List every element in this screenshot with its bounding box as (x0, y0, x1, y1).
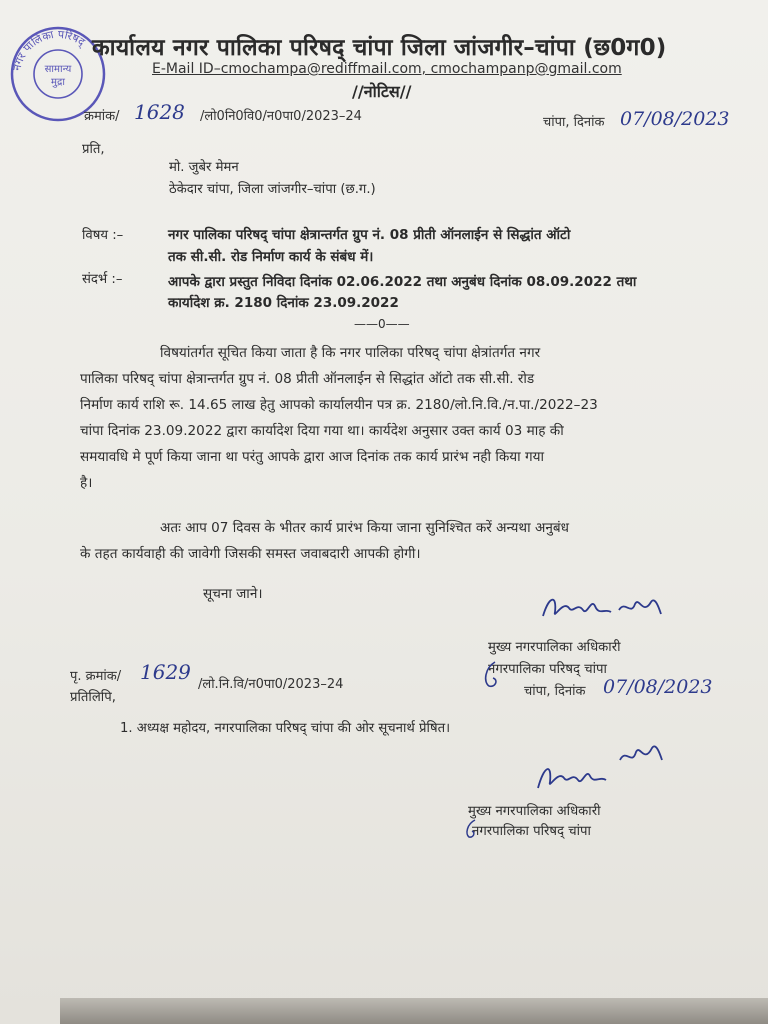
copy-label: प्रतिलिपि, (70, 690, 116, 705)
seal-inner-text-2: मुद्रा (51, 77, 65, 88)
signature-2-office: नगरपालिका परिषद् चांपा (472, 824, 591, 839)
closing-text: सूचना जाने। (203, 586, 263, 602)
paragraph-1-line-1: विषयांतर्गत सूचित किया जाता है कि नगर पालिका परिषद् चांपा क्षेत्रांतर्गत नगर (160, 345, 541, 361)
paragraph-1-line-4: चांपा दिनांक 23.09.2022 द्वारा कार्यादेश दिया गया था। कार्यदेश अनुसार उक्त कार्य 03 माह की (80, 423, 564, 439)
signature-1-flourish (481, 660, 505, 690)
email-line (152, 61, 622, 77)
subject-line-1: नगर पालिका परिषद् चांपा क्षेत्रान्तर्गत ग्रुप नं. 08 प्रीती ऑनलाईन से सिद्धांत ऑटो (168, 227, 571, 243)
paragraph-1-line-5: समयावधि मे पूर्ण किया जाना था परंतु आपके द्वारा आज दिनांक तक कार्य प्रारंभ नही किया गया (80, 449, 545, 465)
paragraph-1-line-6: है। (80, 475, 93, 491)
endorsement-number-handwritten: 1629 (140, 660, 191, 684)
endorsement-date-handwritten: 07/08/2023 (603, 676, 713, 698)
notice-label: //नोटिस// (352, 82, 412, 101)
office-title: कार्यालय नगर पालिका परिषद् चांपा जिला जांजगीर–चांपा (छ0ग0) (92, 35, 667, 61)
paragraph-1-line-2: पालिका परिषद् चांपा क्षेत्रान्तर्गत ग्रुप नं. 08 प्रीती ऑनलाईन से सिद्धांत ऑटो तक सी.सी. रोड (80, 371, 535, 387)
subject-label: विषय :– (82, 228, 124, 243)
signature-2-flourish (461, 818, 483, 840)
date-handwritten: 07/08/2023 (620, 108, 730, 130)
seal-outer-text: नगर पालिका परिषद् (10, 27, 88, 72)
page-bottom-edge (60, 998, 768, 1024)
endorsement-prefix: पृ. क्रमांक/ (70, 669, 122, 684)
signature-1-handwritten (535, 586, 665, 630)
context-line-2: कार्यादेश क्र. 2180 दिनांक 23.09.2022 (168, 295, 399, 311)
date-label: चांपा, दिनांक (543, 115, 605, 130)
to-label: प्रति, (82, 142, 105, 157)
seal-inner-text-1: सामान्य (44, 64, 72, 75)
endorsement-date-label: चांपा, दिनांक (524, 684, 586, 699)
endorsement-suffix: /लो.नि.वि/न0पा0/2023–24 (198, 677, 344, 692)
signature-1-designation: मुख्य नगरपालिका अधिकारी (488, 640, 621, 655)
ref-prefix: क्रमांक/ (84, 109, 120, 124)
context-label: संदर्भ :– (82, 272, 123, 287)
recipient-name: मो. जुबेर मेमन (169, 160, 239, 175)
recipient-address: ठेकेदार चांपा, जिला जांजगीर–चांपा (छ.ग.) (169, 182, 376, 197)
context-line-1: आपके द्वारा प्रस्तुत निविदा दिनांक 02.06.2022 तथा अनुबंध दिनांक 08.09.2022 तथा (168, 274, 637, 290)
signature-2-designation: मुख्य नगरपालिका अधिकारी (468, 804, 601, 819)
signature-1-office: नगरपालिका परिषद् चांपा (488, 662, 607, 677)
paragraph-2-line-1: अतः आप 07 दिवस के भीतर कार्य प्रारंभ किया जाना सुनिश्चित करें अन्यथा अनुबंध (160, 520, 570, 536)
signature-2-handwritten (530, 736, 665, 796)
email-text: E-Mail ID–cmochampa@rediffmail.com, cmochampanp@gmail.com (152, 61, 622, 77)
subject-line-2: तक सी.सी. रोड निर्माण कार्य के संबंध में। (168, 249, 374, 265)
paragraph-2-line-2: के तहत कार्यवाही की जावेगी जिसकी समस्त जवाबदारी आपकी होगी। (80, 546, 421, 562)
copy-item-1: 1. अध्यक्ष महोदय, नगरपालिका परिषद् चांपा की ओर सूचनार्थ प्रेषित। (120, 721, 451, 736)
ref-suffix: /लो0नि0वि0/न0पा0/2023–24 (200, 109, 362, 124)
paragraph-1-line-3: निर्माण कार्य राशि रू. 14.65 लाख हेतु आपको कार्यालयीन पत्र क्र. 2180/लो.नि.वि./न.पा./2022–23 (80, 397, 598, 413)
separator: ——0—— (354, 317, 410, 331)
ref-number-handwritten: 1628 (134, 100, 185, 124)
